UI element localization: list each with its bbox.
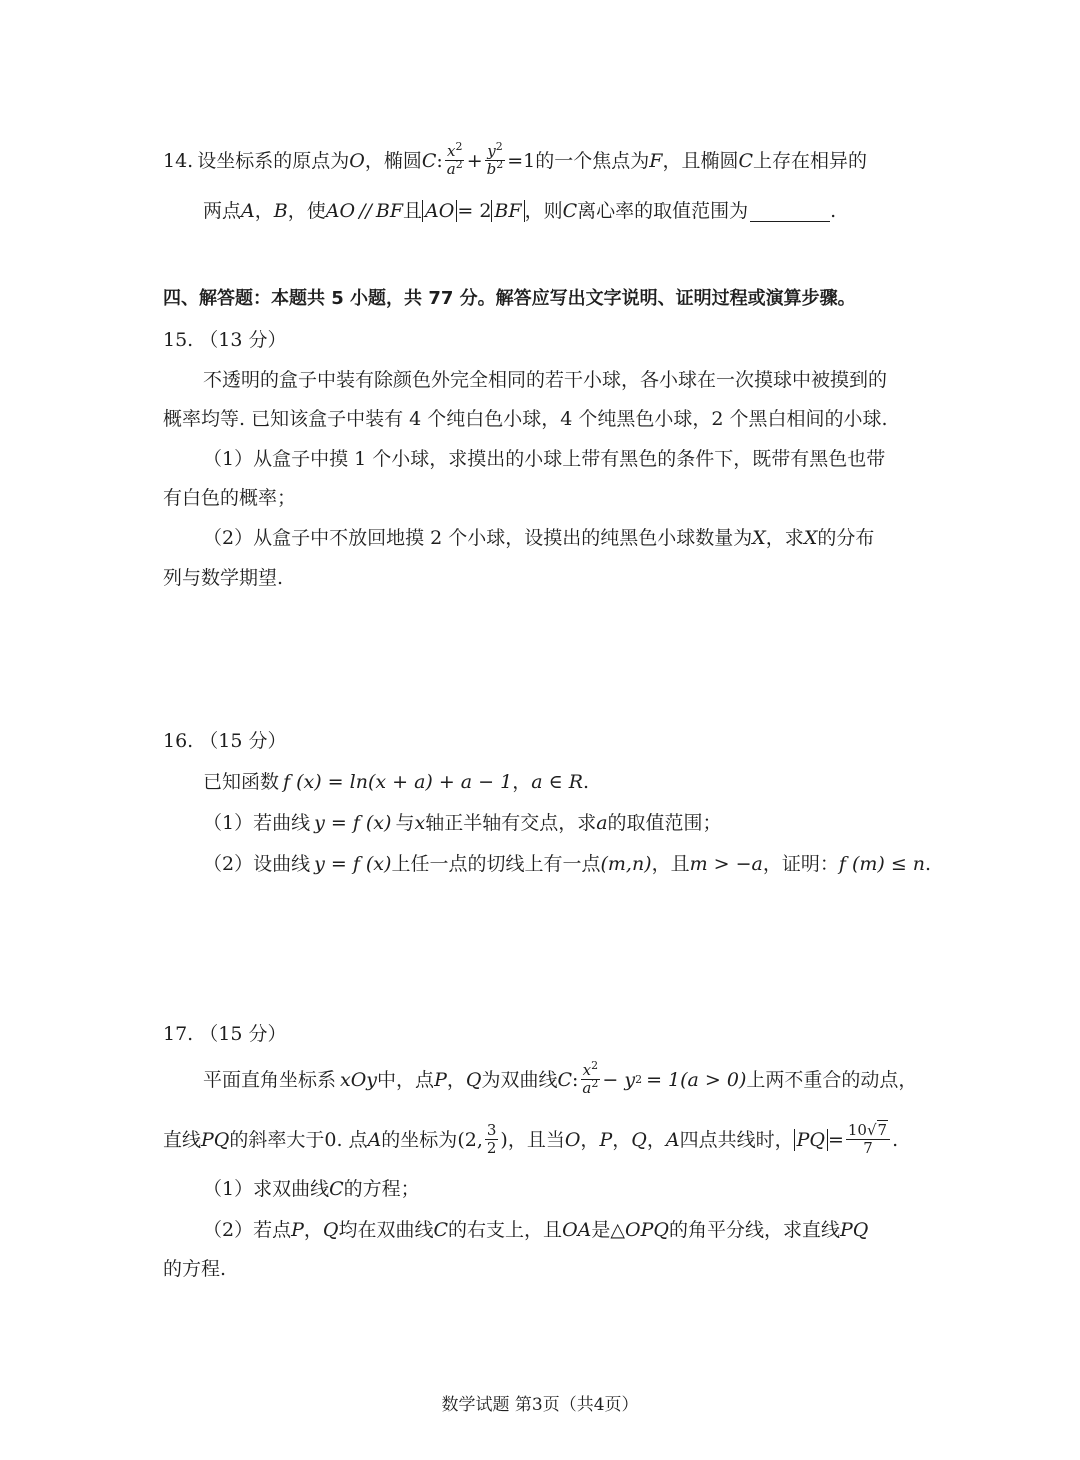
q14-period: .	[830, 200, 837, 222]
q17-C: C	[329, 1178, 344, 1200]
q16-inequality: f (m) ≤ n	[838, 853, 926, 875]
q14-a: a	[446, 160, 456, 178]
q16-curve: y = f (x)	[314, 853, 392, 875]
q17-C: C	[557, 1068, 573, 1091]
q17-text: 四点共线时，	[679, 1128, 794, 1151]
q17-comma: ，	[580, 1128, 600, 1151]
q16-a-in-R: a ∈ R	[531, 771, 584, 793]
q17-coord: )	[500, 1128, 508, 1151]
q17-text: 的方程；	[343, 1178, 420, 1200]
q17-colon: :	[572, 1068, 579, 1091]
q14-line2	[203, 197, 836, 225]
q17-PQ: PQ	[201, 1128, 230, 1151]
page-footer: 数学试题 第3页（共4页）	[441, 1395, 639, 1415]
q15-sub2-b: 列与数学期望.	[163, 567, 284, 589]
q17-two: 2	[486, 1139, 497, 1157]
q17-PQ: PQ	[839, 1219, 869, 1241]
q17-sub1	[203, 1175, 420, 1203]
q17-text: 的右支上，且	[448, 1219, 563, 1241]
q17-text: ，且当	[507, 1128, 565, 1151]
q17-comma: ，	[303, 1219, 323, 1241]
q16-text: ，	[512, 771, 532, 793]
q14-text: ，椭圆	[364, 149, 422, 172]
q16-text: （1）若曲线	[203, 812, 311, 834]
q16-text: （2）设曲线	[203, 853, 311, 875]
q16-curve: y = f (x)	[314, 812, 392, 834]
abs-BF	[491, 200, 524, 222]
q16-header: 16. （15 分）	[163, 730, 287, 752]
q15-text: （2）从盒子中不放回地摸 2 个小球，设摸出的纯黑色小球数量为	[203, 527, 753, 549]
q17-x: x	[582, 1061, 592, 1079]
q17-P: P	[599, 1128, 613, 1151]
q17-a: a	[582, 1079, 592, 1097]
q16-sub2	[203, 850, 931, 878]
q15-header: 15. （13 分）	[163, 329, 287, 351]
fraction-x2-a2: $\frac{x^2}{a^2}$	[446, 140, 463, 178]
q17-PQ: PQ	[796, 1128, 825, 1151]
q17-sub2-b: 的方程.	[163, 1258, 227, 1280]
q16-period: .	[925, 853, 932, 875]
q17-sqrt7: 7	[877, 1121, 888, 1139]
q14-colon: :	[436, 149, 443, 172]
q17-text: （2）若点	[203, 1219, 292, 1241]
section-heading: 四、解答题：本题共 5 小题，共 77 分。解答应写出文字说明、证明过程或演算步骤。	[163, 288, 856, 309]
q17-xoy: xOy	[340, 1068, 378, 1091]
q15-para2: 概率均等. 已知该盒子中装有 4 个纯白色小球，4 个纯黑色小球，2 个黑白相间的小球.	[163, 408, 888, 430]
fraction-x2-a2: $\frac{x^2}{a^2}$	[582, 1059, 599, 1097]
q16-text: ，且	[651, 853, 690, 875]
q17-text: 的坐标为	[381, 1128, 458, 1151]
q17-Q: Q	[465, 1068, 482, 1091]
q16-period: .	[583, 771, 590, 793]
q17-A: A	[665, 1128, 680, 1151]
q15-text: 的分布	[817, 527, 875, 549]
q17-text: 均在双曲线	[338, 1219, 434, 1241]
q17-period: .	[892, 1128, 899, 1151]
q17-A: A	[367, 1128, 382, 1151]
q15-sub2-a	[203, 524, 874, 552]
q17-P: P	[434, 1068, 447, 1091]
q16-text: 与	[395, 812, 415, 834]
q14-A: A	[241, 200, 255, 222]
q16-text: 的取值范围；	[607, 812, 722, 834]
fraction-3-2	[485, 1122, 499, 1157]
abs-AO	[422, 200, 457, 222]
q17-text: ，	[446, 1068, 466, 1091]
q17-Q: Q	[631, 1128, 647, 1151]
q17-comma: ，	[612, 1128, 632, 1151]
q17-Q: Q	[322, 1219, 339, 1241]
q17-text: 的斜率大于0. 点	[229, 1128, 368, 1151]
q15-text: ，求	[765, 527, 804, 549]
fraction-10sqrt7-7: $\frac{10√7}{7}$	[846, 1122, 890, 1157]
q17-text: （1）求双曲线	[203, 1178, 330, 1200]
q17-OA: OA	[562, 1219, 592, 1241]
q17-C: C	[433, 1219, 449, 1241]
q16-function: f (x) = ln(x + a) + a − 1	[283, 771, 513, 793]
q17-eq: =	[827, 1128, 844, 1151]
q14-BF: BF	[494, 200, 522, 222]
q14-text: 设坐标系的原点为	[197, 149, 350, 172]
q14-text: ，则	[524, 200, 563, 222]
q14-c: C	[421, 149, 437, 172]
q14-parallel: //	[359, 200, 372, 222]
q14-B: B	[273, 200, 288, 222]
q17-text: 为双曲线	[481, 1068, 558, 1091]
q14-line1	[163, 140, 868, 178]
fraction-y2-b2: $\frac{y^2}{b^2}$	[486, 140, 504, 178]
q14-BF: BF	[375, 200, 404, 222]
q17-line2	[163, 1122, 898, 1157]
q17-line1: 平面直角坐标系 xOy 中，点 P ， Q 为双曲线 C : $\frac{x^2}{a^2}$ − y 2 = 1(a > 0) 上两不重合的动点，	[203, 1059, 918, 1097]
q14-o: O	[349, 149, 365, 172]
q16-text: 轴正半轴有交点，求	[425, 812, 597, 834]
q14-text: 离心率的取值范围为	[577, 200, 749, 222]
q17-header: 17. （15 分）	[163, 1023, 287, 1045]
q15-X: X	[752, 527, 766, 549]
q14-text: 的一个焦点为	[535, 149, 650, 172]
q16-condition: m > −a	[689, 853, 763, 875]
q17-text: 平面直角坐标系	[203, 1068, 337, 1091]
q15-sub1-b: 有白色的概率；	[163, 487, 297, 509]
q17-den7: 7	[863, 1139, 873, 1157]
q16-text: ，证明：	[762, 853, 839, 875]
q16-point: (m,n)	[600, 853, 652, 875]
q14-plus: +	[466, 149, 483, 172]
q14-text: ，使	[287, 200, 326, 222]
q17-minus-y: − y	[602, 1068, 636, 1091]
q17-triangle: △OPQ	[610, 1219, 669, 1241]
q17-text: 是	[591, 1219, 611, 1241]
q14-c: C	[562, 200, 578, 222]
q17-eq-cond: = 1(a > 0)	[646, 1068, 747, 1091]
q17-comma: ，	[646, 1128, 666, 1151]
q14-AO: AO	[425, 200, 455, 222]
q17-P: P	[291, 1219, 304, 1241]
q15-para1: 不透明的盒子中装有除颜色外完全相同的若干小球，各小球在一次摸球中被摸到的	[203, 369, 888, 391]
q14-c: C	[738, 149, 754, 172]
q14-b: b	[486, 160, 497, 178]
q15-X: X	[803, 527, 818, 549]
q17-sub2	[203, 1216, 868, 1244]
q17-coord: (2,	[457, 1128, 483, 1151]
q14-y: y	[487, 142, 496, 160]
q14-text: 且	[403, 200, 423, 222]
q17-three: 3	[486, 1121, 497, 1139]
q17-text: 上两不重合的动点，	[746, 1068, 918, 1091]
q14-eq: = 2	[457, 200, 492, 222]
q15-sub1-a: （1）从盒子中摸 1 个小球，求摸出的小球上带有黑色的条件下，既带有黑色也带	[203, 448, 886, 470]
q14-x: x	[447, 142, 456, 160]
q14-number: 14.	[163, 149, 194, 172]
q16-x: x	[414, 812, 426, 834]
q16-text: 上任一点的切线上有一点	[391, 853, 601, 875]
q14-eq: =1	[507, 149, 536, 172]
answer-blank	[750, 201, 830, 222]
q16-text: 已知函数	[203, 771, 280, 793]
q14-text: ，	[254, 200, 274, 222]
q17-text: 的角平分线，求直线	[668, 1219, 840, 1241]
q17-O: O	[564, 1128, 581, 1151]
q16-line1	[203, 768, 589, 796]
q16-sub1	[203, 809, 722, 837]
q14-AO: AO	[325, 200, 356, 222]
abs-PQ	[794, 1129, 828, 1151]
q17-ten: 10	[847, 1121, 867, 1139]
q14-f: F	[649, 149, 663, 172]
q17-text: 直线	[163, 1128, 202, 1151]
q16-a: a	[596, 812, 608, 834]
q14-text: ，且椭圆	[662, 149, 739, 172]
q14-text: 上存在相异的	[753, 149, 868, 172]
q17-text: 中，点	[377, 1068, 435, 1091]
q14-text: 两点	[203, 200, 242, 222]
